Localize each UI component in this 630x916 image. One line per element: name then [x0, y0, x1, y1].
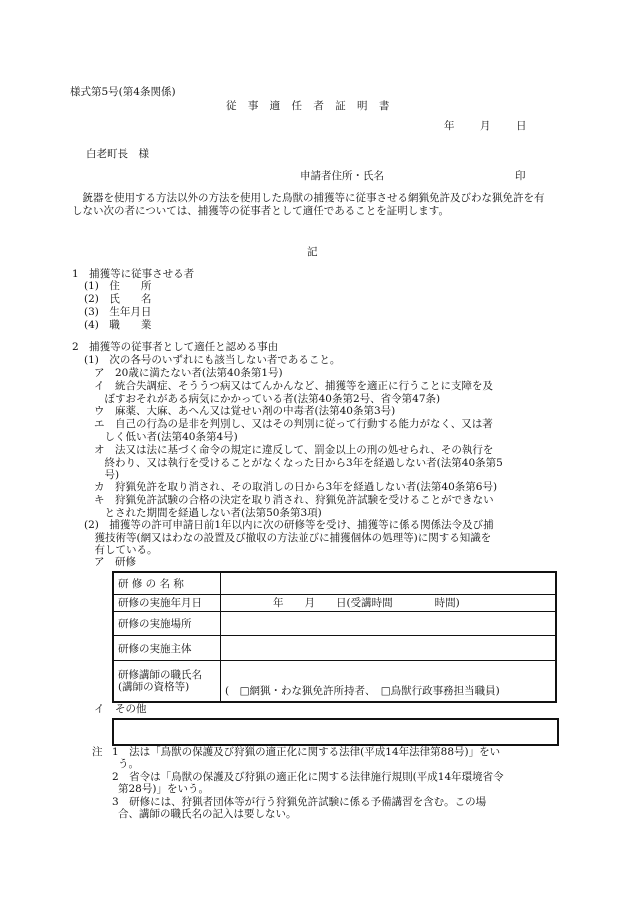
item-ki-line1: キ 狩猟免許試験の合格の決定を取り消され、狩猟免許試験を受けることができない	[94, 494, 494, 506]
note3-line1: 3 研修には、狩猟者団体等が行う狩猟免許試験に係る予備講習を含む。この場	[112, 796, 487, 808]
instructor-label	[113, 661, 221, 702]
table-row	[113, 572, 556, 595]
item-a-training: ア 研修	[94, 556, 136, 568]
section2-heading: 2 捕獲等の従事者として適任と認める事由	[72, 341, 279, 353]
note2-line1: 2 省令は「鳥獣の保護及び狩猟の適正化に関する法律施行規則(平成14年環境省令	[112, 771, 504, 783]
section2-sub2-line3: 有している。	[84, 544, 158, 556]
date-day: 日	[516, 120, 527, 132]
item-u: ウ 麻薬、大麻、あへん又は覚せい剤の中毒者(法第40条第3号)	[94, 405, 396, 417]
instructor-label-line1: 研修講師の職氏名	[118, 669, 202, 682]
intro-paragraph: 銃器を使用する方法以外の方法を使用した鳥獣の捕獲等に従事させる網猟免許及びわな猟免許を有しない次の者については、捕獲等の従事者として適任であることを証明します。	[72, 192, 545, 217]
training-organizer-label: 研修の実施主体	[113, 636, 221, 661]
instructor-options[interactable]: ( □網猟・わな猟免許所持者、 □鳥獣行政事務担当職員)	[221, 661, 557, 702]
item-ka: カ 狩猟免許を取り消され、その取消しの日から3年を経過しない者(法第40条第6号)	[94, 481, 498, 493]
date-month: 月	[480, 120, 491, 132]
table-row	[113, 595, 556, 612]
other-input-box[interactable]	[112, 718, 559, 746]
section1-item-occupation: (4) 職 業	[84, 319, 152, 331]
item-o-line3: 号)	[94, 469, 120, 481]
ki-heading: 記	[307, 246, 318, 258]
training-name-value[interactable]	[221, 572, 557, 595]
note1-line1: 1 法は「鳥獣の保護及び狩猟の適正化に関する法律(平成14年法律第88号)」をい	[112, 746, 501, 758]
table-row	[113, 636, 556, 661]
table-row	[113, 661, 556, 702]
training-place-value[interactable]	[221, 611, 557, 636]
note3-line2: 合、講師の職氏名の記入は要しない。	[118, 808, 297, 820]
item-a: ア 20歳に満たない者(法第40条第1号)	[94, 367, 283, 379]
item-i-other: イ その他	[94, 703, 147, 715]
training-table	[112, 571, 557, 703]
applicant-label: 申請者住所・氏名	[300, 170, 384, 182]
section1-item-address: (1) 住 所	[84, 280, 152, 292]
notes-label: 注	[92, 746, 103, 758]
addressee: 白老町長 様	[86, 148, 149, 160]
section2-sub1: (1) 次の各号のいずれにも該当しない者であること。	[84, 354, 341, 366]
date-year: 年	[444, 120, 455, 132]
section2-sub2-line1: (2) 捕獲等の許可申請日前1年以内に次の研修等を受け、捕獲等に係る関係法令及び捕	[84, 519, 494, 531]
section1-item-birthdate: (3) 生年月日	[84, 306, 152, 318]
training-name-label: 研 修 の 名 称	[113, 572, 221, 595]
section2-sub2-line2: 獲技術等(網又はわなの設置及び撤収の方法並びに捕獲個体の処理等)に関する知識を	[84, 532, 492, 544]
item-ki-line2: とされた期間を経過しない者(法第50条第3項)	[94, 507, 322, 519]
note2-line2: 第28号)」をいう。	[118, 783, 209, 795]
item-i-line1: イ 統合失調症、そううつ病又はてんかんなど、捕獲等を適正に行うことに支障を及	[94, 380, 493, 392]
training-organizer-value[interactable]	[221, 636, 557, 661]
table-row	[113, 611, 556, 636]
training-place-label: 研修の実施場所	[113, 611, 221, 636]
item-e-line1: エ 自己の行為の是非を判別し、又はその判別に従って行動する能力がなく、又は著	[94, 418, 493, 430]
applicant-seal: 印	[515, 170, 526, 182]
section1-heading: 1 捕獲等に従事させる者	[72, 268, 195, 280]
training-date-value[interactable]: 年 月 日(受講時間 時間)	[221, 595, 557, 612]
page-title: 従 事 適 任 者 証 明 書	[226, 100, 394, 112]
training-date-label: 研修の実施年月日	[113, 595, 221, 612]
item-o-line1: オ 法又は法に基づく命令の規定に違反して、罰金以上の刑の処せられ、その執行を	[94, 444, 494, 456]
note1-line2: う。	[118, 758, 139, 770]
instructor-label-line2: (講師の資格等)	[118, 681, 190, 694]
item-i-line2: ぼすおそれがある病気にかかっている者(法第40条第2号、省令第47条)	[94, 393, 441, 405]
form-id: 様式第5号(第4条関係)	[70, 86, 176, 98]
section1-item-name: (2) 氏 名	[84, 293, 152, 305]
item-e-line2: しく低い者(法第40条第4号)	[94, 431, 238, 443]
item-o-line2: 終わり、又は執行を受けることがなくなった日から3年を経過しない者(法第40条第5	[94, 457, 503, 469]
